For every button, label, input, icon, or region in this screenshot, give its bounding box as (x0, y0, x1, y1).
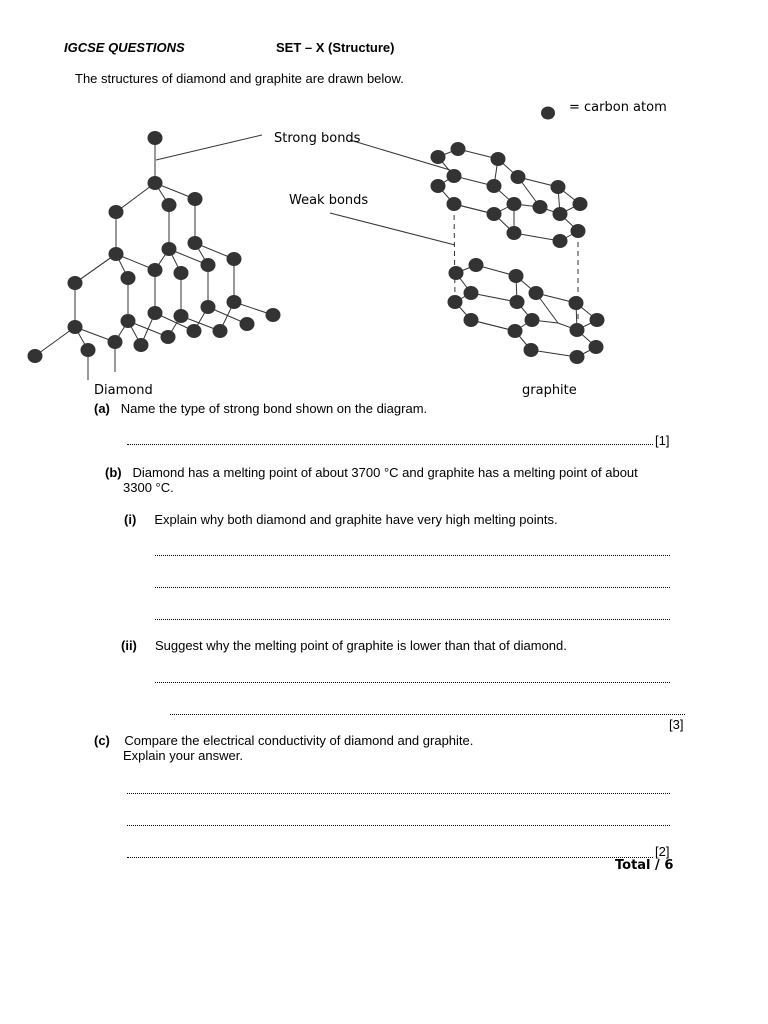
mark-a: [1] (655, 433, 670, 448)
question-b-i-label: (i) (124, 512, 137, 527)
mark-b: [3] (669, 717, 684, 732)
question-b-ii (121, 638, 567, 653)
header-set: SET – X (Structure) (276, 40, 395, 55)
weak-bonds-pointer (330, 213, 455, 245)
answer-line-b-i-2[interactable] (155, 586, 670, 588)
question-b-i (124, 512, 558, 527)
question-a-label: (a) (94, 401, 110, 416)
answer-line-c-3[interactable] (127, 856, 653, 858)
strong-bonds-label: Strong bonds (274, 131, 361, 146)
question-b-ii-label: (ii) (121, 638, 137, 653)
answer-line-c-1[interactable] (127, 792, 670, 794)
question-b-ii-text: Suggest why the melting point of graphite is lower than that of diamond. (154, 638, 567, 653)
question-c-text: Compare the electrical conductivity of diamond and graphite. (124, 733, 474, 748)
answer-line-b-i-1[interactable] (155, 554, 670, 556)
strong-bonds-pointer (156, 135, 262, 160)
question-b-text: Diamond has a melting point of about 3700 °C and graphite has a melting point of about (132, 465, 638, 480)
answer-line-c-2[interactable] (127, 824, 670, 826)
weak-bonds-label: Weak bonds (289, 193, 369, 208)
question-a (94, 401, 427, 416)
legend-atom-icon (541, 107, 555, 120)
answer-line-b-ii-1[interactable] (155, 681, 670, 683)
question-c-text-cont: Explain your answer. (123, 748, 243, 763)
answer-line-b-ii-2[interactable] (170, 713, 685, 715)
question-c (94, 733, 473, 748)
question-a-text: Name the type of strong bond shown on the diagram. (120, 401, 428, 416)
answer-line-b-i-3[interactable] (155, 618, 670, 620)
header-course: IGCSE QUESTIONS (64, 40, 185, 55)
mark-c: [2] (655, 844, 670, 859)
graphite-label: graphite (522, 383, 577, 398)
legend-label: = carbon atom (569, 100, 667, 115)
structures-diagram (0, 0, 768, 420)
question-c-label: (c) (94, 733, 110, 748)
question-b-text-cont: 3300 °C. (123, 480, 174, 495)
answer-line-a[interactable] (127, 443, 653, 445)
question-b-i-text: Explain why both diamond and graphite have very high melting points. (154, 512, 558, 527)
diamond-structure (28, 132, 280, 381)
total-marks: Total / 6 (615, 858, 674, 873)
intro-text: The structures of diamond and graphite are drawn below. (75, 71, 404, 86)
graphite-structure (431, 143, 604, 364)
question-b (105, 465, 638, 480)
question-b-label: (b) (105, 465, 122, 480)
diamond-atoms (28, 132, 280, 363)
diamond-label: Diamond (94, 383, 153, 398)
